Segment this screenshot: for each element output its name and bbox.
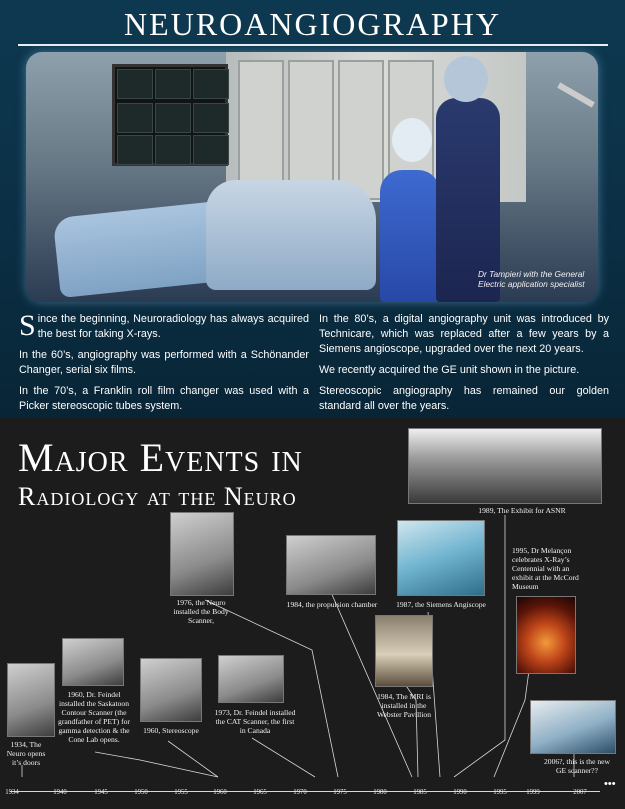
- technologist-head: [392, 118, 432, 162]
- timeline-tick-label: 1980: [373, 789, 387, 796]
- hero-caption: Dr Tampieri with the General Electric application specialist: [478, 269, 585, 289]
- photo-stereoscope: [140, 658, 202, 722]
- timeline-tick-label: 1965: [253, 789, 267, 796]
- timeline-more-indicator: •••: [604, 778, 616, 790]
- page-title: NEUROANGIOGRAPHY: [124, 6, 501, 42]
- photo-neuro-building: [7, 663, 55, 737]
- photo-xray-hand-poster: [516, 596, 576, 674]
- drop-cap: S: [19, 309, 36, 342]
- cabinet-door: [288, 60, 334, 200]
- caption-1989: 1989, The Exhibit for ASNR: [478, 506, 566, 515]
- photo-mri-room: [375, 615, 433, 687]
- photo-siemens-angiscope: [397, 520, 485, 596]
- intro-paragraph: In the 70’s, a Franklin roll film changer was used with a Picker stereoscopic tubes system.: [19, 385, 309, 412]
- title-underline: [18, 44, 608, 46]
- intro-paragraph: In the 80’s, a digital angiography unit was introduced by Technicare, which was replaced after a few years by a Siemens angioscope, upgraded over the next 20 years.: [319, 313, 609, 355]
- monitor-bank: [112, 64, 228, 166]
- intro-paragraph: [19, 309, 309, 342]
- caption-1934: 1934, The Neuro opens it’s doors: [6, 740, 46, 767]
- timeline-axis: [0, 780, 625, 809]
- cabinet-door: [238, 60, 284, 200]
- technologist-figure: [380, 170, 440, 302]
- caption-1995: 1995, Dr Melançon celebrates X-Ray’s Centennial with an exhibit at the McCord Museum: [512, 546, 579, 591]
- intro-left-column: [19, 309, 309, 420]
- section-heading-line1: Major Events in: [18, 435, 303, 480]
- surgical-drape: [206, 180, 376, 290]
- timeline-tick-label: 1945: [94, 789, 108, 796]
- caption-1960-feindel: 1960, Dr. Feindel installed the Saskatoon Contour Scanner (the grandfather of PET) for gamma detection & the Cone Lab opens.: [58, 690, 130, 744]
- timeline-tick-label: 1955: [174, 789, 188, 796]
- caption-1984-mri: 1984, The MRI is installed in the Webster Pavillion: [376, 692, 431, 719]
- intro-paragraph: Stereoscopic angiography has remained our golden standard all over the years.: [319, 385, 609, 412]
- hero-photo: [26, 52, 598, 302]
- timeline-tick-label: 1975: [333, 789, 347, 796]
- caption-1987: 1987, the Siemens Angiscope: [396, 600, 486, 609]
- photo-cat-scanner: [218, 655, 284, 703]
- timeline-tick-label: 1934: [5, 789, 19, 796]
- timeline-tick-label: 1960: [213, 789, 227, 796]
- caption-1976: 1976, the Neuro installed the Body Scanner,: [173, 598, 229, 625]
- timeline-tick-label: 1970: [293, 789, 307, 796]
- timeline-tick-label: 1990: [453, 789, 467, 796]
- caption-1973: 1973, Dr. Feindel installed the CAT Scanner, the first in Canada: [214, 708, 296, 735]
- intro-right-column: [319, 312, 609, 420]
- intro-paragraph: We recently acquired the GE unit shown in the picture.: [319, 364, 580, 376]
- doctor-head: [444, 56, 488, 102]
- timeline-tick-label: 1995: [493, 789, 507, 796]
- photo-body-scanner: [170, 512, 234, 596]
- photo-propulsion-chamber: [286, 535, 376, 595]
- timeline-tick-label: 1985: [413, 789, 427, 796]
- timeline-tick-label: 1999: [526, 789, 540, 796]
- photo-new-ge-scanner: [530, 700, 616, 754]
- caption-2006: 2006?, this is the new GE scanner??: [543, 757, 610, 775]
- timeline-tick-label: 1940: [53, 789, 67, 796]
- intro-paragraph: In the 60’s, angiography was performed with a Schönander Changer, serial six films.: [19, 349, 309, 376]
- section-heading-line2: Radiology at the Neuro: [18, 482, 297, 511]
- cabinet-door: [338, 60, 384, 200]
- intro-text-rest: ince the beginning, Neuroradiology has always acquired the best for taking X-rays.: [37, 313, 309, 340]
- timeline-tick-label: 1950: [134, 789, 148, 796]
- surgical-lamp: [557, 82, 595, 107]
- timeline-tick-label: 2007: [573, 789, 587, 796]
- caption-1984-propulsion: 1984, the propulsion chamber: [286, 600, 378, 609]
- caption-1960-stereoscope: 1960, Stereoscope: [143, 726, 199, 735]
- section-heading: [18, 435, 303, 514]
- photo-contour-scanner: [62, 638, 124, 686]
- photo-asnr-exhibit: [408, 428, 602, 504]
